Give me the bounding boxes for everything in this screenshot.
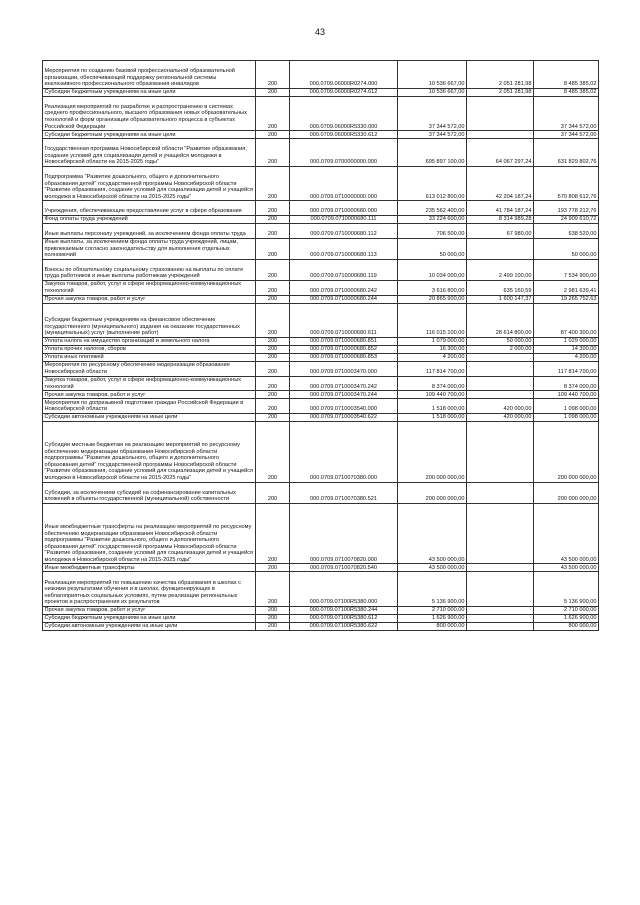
unexecuted-amount-cell: 1 029 000,00 xyxy=(534,337,599,345)
unexecuted-amount-cell: 193 778 212,76 xyxy=(534,201,599,216)
approved-amount-cell: 16 300,00 xyxy=(398,345,467,353)
expense-name-cell: Прочая закупка товаров, работ и услуг xyxy=(43,606,256,614)
admin-code-cell: 200 xyxy=(256,572,290,606)
table-row xyxy=(43,572,599,606)
table-row xyxy=(43,345,599,353)
unexecuted-amount-cell: 1 098 000,00 xyxy=(534,413,599,421)
expense-name-cell: Субсидии бюджетным учреждениям на иные цели xyxy=(43,131,256,139)
unexecuted-amount-cell: 43 500 000,00 xyxy=(534,564,599,572)
budget-classification-code-cell: 000.0709.0710003470.244 xyxy=(290,391,398,399)
unexecuted-amount-cell: 37 344 572,00 xyxy=(534,96,599,130)
approved-amount-cell: 8 374 000,00 xyxy=(398,376,467,391)
table-row xyxy=(43,223,599,238)
expense-name-cell: Уплата прочих налогов, сборов xyxy=(43,345,256,353)
approved-amount-cell: 116 015 100,00 xyxy=(398,303,467,337)
budget-classification-code-cell: 000.0709.0710000680.853 xyxy=(290,353,398,361)
admin-code-cell: 200 xyxy=(256,376,290,391)
budget-classification-code-cell: 000.0709.0710000680.119 xyxy=(290,259,398,280)
expense-name-cell: Субсидии, за исключением субсидий на софинансирование капитальных вложений в объекты государственной (муниципальной) собственности xyxy=(43,482,256,503)
expense-name-cell: Мероприятия по допризывной подготовке граждан Российской Федерации в Новосибирской области xyxy=(43,399,256,414)
expense-name-cell: Закупка товаров, работ, услуг в сфере информационно-коммуникационных технологий xyxy=(43,376,256,391)
expense-name-cell: Субсидии местным бюджетам на реализацию мероприятий по ресурсному обеспечению модернизации образования Новосибирской области подпрограммы "Развитие дошкольного, общего и дополнительного образования детей" государственной программы Новосибирской области "Развитие образования, создание условий для социализации детей и учащейся молодежи в Новосибирской области на 2015-2025 годы" xyxy=(43,421,256,482)
expense-name-cell: Мероприятия по созданию базовой профессиональной образовательной организации, обеспечивающей поддержку региональной системы инклюзивного профессионального образования инвалидов xyxy=(43,61,256,89)
admin-code-cell: 200 xyxy=(256,606,290,614)
expense-name-cell: Уплата иных платежей xyxy=(43,353,256,361)
executed-amount-cell: 2 051 281,98 xyxy=(467,88,534,96)
unexecuted-amount-cell: 2 710 000,00 xyxy=(534,606,599,614)
expense-name-cell: Прочая закупка товаров, работ и услуг xyxy=(43,295,256,303)
budget-classification-code-cell: 000.0709.07100R5380.244 xyxy=(290,606,398,614)
admin-code-cell: 200 xyxy=(256,413,290,421)
admin-code-cell: 200 xyxy=(256,259,290,280)
unexecuted-amount-cell: 19 265 752,63 xyxy=(534,295,599,303)
executed-amount-cell xyxy=(467,606,534,614)
approved-amount-cell: 695 897 100,00 xyxy=(398,139,467,167)
table-row xyxy=(43,376,599,391)
approved-amount-cell: 706 500,00 xyxy=(398,223,467,238)
expense-name-cell: Иные выплаты персоналу учреждений, за исключением фонда оплаты труда xyxy=(43,223,256,238)
admin-code-cell: 200 xyxy=(256,166,290,200)
executed-amount-cell xyxy=(467,421,534,482)
admin-code-cell: 200 xyxy=(256,482,290,503)
table-row xyxy=(43,295,599,303)
unexecuted-amount-cell: 43 500 000,00 xyxy=(534,503,599,564)
approved-amount-cell: 10 536 667,00 xyxy=(398,88,467,96)
expense-name-cell: Субсидии автономным учреждениям на иные цели xyxy=(43,413,256,421)
expense-name-cell: Закупка товаров, работ, услуг в сфере информационно-коммуникационных технологий xyxy=(43,280,256,295)
expense-name-cell: Субсидии автономным учреждениям на иные цели xyxy=(43,622,256,630)
executed-amount-cell xyxy=(467,376,534,391)
table-row xyxy=(43,482,599,503)
approved-amount-cell: 43 500 000,00 xyxy=(398,564,467,572)
approved-amount-cell: 10 034 000,00 xyxy=(398,259,467,280)
approved-amount-cell: 33 224 600,00 xyxy=(398,215,467,223)
approved-amount-cell: 37 344 572,00 xyxy=(398,96,467,130)
executed-amount-cell: 2 051 281,98 xyxy=(467,61,534,89)
admin-code-cell: 200 xyxy=(256,391,290,399)
executed-amount-cell: 42 204 187,24 xyxy=(467,166,534,200)
table-row xyxy=(43,564,599,572)
admin-code-cell: 200 xyxy=(256,61,290,89)
unexecuted-amount-cell: 200 000 000,00 xyxy=(534,482,599,503)
table-row xyxy=(43,280,599,295)
admin-code-cell: 200 xyxy=(256,421,290,482)
executed-amount-cell: 8 314 989,28 xyxy=(467,215,534,223)
admin-code-cell: 200 xyxy=(256,399,290,414)
expense-name-cell: Иные межбюджетные трансферты на реализацию мероприятий по ресурсному обеспечению модернизации образования Новосибирской области подпрограммы "Развитие дошкольного, общего и дополнительного образования детей" государственной программы Новосибирской области "Развитие образования, создание условий для социализации детей и учащейся молодежи в Новосибирской области на 2015-2025 годы" xyxy=(43,503,256,564)
page-number: 43 xyxy=(314,27,325,37)
expense-name-cell: Подпрограмма "Развитие дошкольного, общего и дополнительного образования детей" государственной программы Новосибирской области "Развитие образования, создание условий для социализации детей и учащейся молодежи в Новосибирской области на 2015-2025 годы" xyxy=(43,166,256,200)
unexecuted-amount-cell: 24 909 610,72 xyxy=(534,215,599,223)
approved-amount-cell: 200 000 000,00 xyxy=(398,482,467,503)
approved-amount-cell: 235 562 400,00 xyxy=(398,201,467,216)
executed-amount-cell: 67 980,00 xyxy=(467,223,534,238)
table-row xyxy=(43,361,599,376)
budget-classification-code-cell: 000.0709.06000R0274.000 xyxy=(290,61,398,89)
approved-amount-cell: 117 814 700,00 xyxy=(398,361,467,376)
approved-amount-cell: 1 079 000,00 xyxy=(398,337,467,345)
approved-amount-cell: 109 440 700,00 xyxy=(398,391,467,399)
budget-classification-code-cell: 000.0709.0710000680.244 xyxy=(290,295,398,303)
admin-code-cell: 200 xyxy=(256,303,290,337)
budget-classification-code-cell: 000.0709.07100R5380.612 xyxy=(290,614,398,622)
table-row xyxy=(43,503,599,564)
budget-table-body xyxy=(43,61,599,631)
admin-code-cell: 200 xyxy=(256,88,290,96)
unexecuted-amount-cell: 8 374 000,00 xyxy=(534,376,599,391)
approved-amount-cell: 37 344 572,00 xyxy=(398,131,467,139)
table-row xyxy=(43,606,599,614)
executed-amount-cell xyxy=(467,614,534,622)
budget-classification-code-cell: 000.0709.0710000000.000 xyxy=(290,166,398,200)
table-row xyxy=(43,88,599,96)
admin-code-cell: 200 xyxy=(256,564,290,572)
budget-classification-code-cell: 000.0709.0710000680.111 xyxy=(290,215,398,223)
unexecuted-amount-cell: 631 829 802,76 xyxy=(534,139,599,167)
executed-amount-cell xyxy=(467,96,534,130)
approved-amount-cell: 1 518 000,00 xyxy=(398,413,467,421)
table-row xyxy=(43,413,599,421)
expense-name-cell: Субсидии бюджетным учреждениям на иные цели xyxy=(43,88,256,96)
expense-name-cell: Мероприятия по ресурсному обеспечению модернизации образования Новосибирской области xyxy=(43,361,256,376)
executed-amount-cell: 420 000,00 xyxy=(467,413,534,421)
table-row xyxy=(43,337,599,345)
admin-code-cell: 200 xyxy=(256,280,290,295)
unexecuted-amount-cell: 638 520,00 xyxy=(534,223,599,238)
unexecuted-amount-cell: 570 808 612,76 xyxy=(534,166,599,200)
budget-classification-code-cell: 000.0709.0710070820.540 xyxy=(290,564,398,572)
table-row xyxy=(43,399,599,414)
approved-amount-cell: 1 626 900,00 xyxy=(398,614,467,622)
table-row xyxy=(43,96,599,130)
unexecuted-amount-cell: 800 000,00 xyxy=(534,622,599,630)
budget-classification-code-cell: 000.0709.07100R5380.000 xyxy=(290,572,398,606)
expense-name-cell: Государственная программа Новосибирской области "Развитие образования, создание условий для социализации детей и учащейся молодежи в Новосибирской области на 2015-2025 годы" xyxy=(43,139,256,167)
expense-name-cell: Реализация мероприятий по повышению качества образования в школах с низкими результатами обучения и в школах, функционирующих в неблагоприятных социальных условиях, путем реализации региональных проектов и распространения их результатов xyxy=(43,572,256,606)
unexecuted-amount-cell: 87 400 300,00 xyxy=(534,303,599,337)
admin-code-cell: 200 xyxy=(256,353,290,361)
unexecuted-amount-cell: 14 300,00 xyxy=(534,345,599,353)
admin-code-cell: 200 xyxy=(256,215,290,223)
admin-code-cell: 200 xyxy=(256,223,290,238)
table-row xyxy=(43,614,599,622)
expense-name-cell: Иные межбюджетные трансферты xyxy=(43,564,256,572)
admin-code-cell: 200 xyxy=(256,238,290,259)
approved-amount-cell: 2 710 000,00 xyxy=(398,606,467,614)
budget-classification-code-cell: 000.0709.0710003470.242 xyxy=(290,376,398,391)
table-row xyxy=(43,353,599,361)
expense-name-cell: Взносы по обязательному социальному страхованию на выплаты по оплате труда работников и иные выплаты работникам учреждений xyxy=(43,259,256,280)
expense-name-cell: Реализация мероприятий по разработке и распространению в системах среднего профессионального, высшего образования новых образовательных технологий и форм организации образовательного процесса в субъектах Российской Федерации xyxy=(43,96,256,130)
approved-amount-cell: 20 865 900,00 xyxy=(398,295,467,303)
executed-amount-cell: 1 600 147,37 xyxy=(467,295,534,303)
approved-amount-cell: 200 000 000,00 xyxy=(398,421,467,482)
admin-code-cell: 200 xyxy=(256,361,290,376)
admin-code-cell: 200 xyxy=(256,503,290,564)
table-row xyxy=(43,61,599,89)
expense-name-cell: Субсидии бюджетным учреждениям на финансовое обеспечение государственного (муниципального) задания на оказание государственных (муниципальных) услуг (выполнение работ) xyxy=(43,303,256,337)
approved-amount-cell: 50 000,00 xyxy=(398,238,467,259)
unexecuted-amount-cell: 7 534 900,00 xyxy=(534,259,599,280)
budget-classification-code-cell: 000.0709.0710000680.852 xyxy=(290,345,398,353)
budget-classification-code-cell: 000.0709.06000R0274.612 xyxy=(290,88,398,96)
budget-table xyxy=(42,60,599,631)
expense-name-cell: Субсидии бюджетным учреждениям на иные цели xyxy=(43,614,256,622)
table-row xyxy=(43,238,599,259)
admin-code-cell: 200 xyxy=(256,614,290,622)
executed-amount-cell: 635 160,59 xyxy=(467,280,534,295)
admin-code-cell: 200 xyxy=(256,139,290,167)
approved-amount-cell: 5 136 900,00 xyxy=(398,572,467,606)
budget-classification-code-cell: 000.0709.0710000680.000 xyxy=(290,201,398,216)
budget-classification-code-cell: 000.0709.0710003540.622 xyxy=(290,413,398,421)
expense-name-cell: Прочая закупка товаров, работ и услуг xyxy=(43,391,256,399)
budget-classification-code-cell: 000.0709.0710070380.521 xyxy=(290,482,398,503)
table-row xyxy=(43,131,599,139)
admin-code-cell: 200 xyxy=(256,345,290,353)
expense-name-cell: Учреждения, обеспечивающие предоставление услуг в сфере образования xyxy=(43,201,256,216)
table-row xyxy=(43,303,599,337)
unexecuted-amount-cell: 50 000,00 xyxy=(534,238,599,259)
executed-amount-cell: 50 000,00 xyxy=(467,337,534,345)
executed-amount-cell: 2 000,00 xyxy=(467,345,534,353)
unexecuted-amount-cell: 1 626 900,00 xyxy=(534,614,599,622)
budget-classification-code-cell: 000.0709.07100R5380.622 xyxy=(290,622,398,630)
executed-amount-cell xyxy=(467,131,534,139)
budget-classification-code-cell: 000.0709.0700000000.000 xyxy=(290,139,398,167)
executed-amount-cell: 420 000,00 xyxy=(467,399,534,414)
unexecuted-amount-cell: 109 440 700,00 xyxy=(534,391,599,399)
admin-code-cell: 200 xyxy=(256,337,290,345)
executed-amount-cell: 41 784 187,24 xyxy=(467,201,534,216)
table-row xyxy=(43,421,599,482)
unexecuted-amount-cell: 5 136 900,00 xyxy=(534,572,599,606)
unexecuted-amount-cell: 1 098 000,00 xyxy=(534,399,599,414)
admin-code-cell: 200 xyxy=(256,131,290,139)
approved-amount-cell: 4 200,00 xyxy=(398,353,467,361)
table-row xyxy=(43,139,599,167)
budget-classification-code-cell: 000.0709.0710000680.242 xyxy=(290,280,398,295)
unexecuted-amount-cell: 4 200,00 xyxy=(534,353,599,361)
approved-amount-cell: 800 000,00 xyxy=(398,622,467,630)
executed-amount-cell xyxy=(467,503,534,564)
budget-classification-code-cell: 000.0709.0710070820.000 xyxy=(290,503,398,564)
budget-classification-code-cell: 000.0709.0710000680.851 xyxy=(290,337,398,345)
unexecuted-amount-cell: 8 485 385,02 xyxy=(534,61,599,89)
budget-classification-code-cell: 000.0709.0710003540.000 xyxy=(290,399,398,414)
admin-code-cell: 200 xyxy=(256,295,290,303)
executed-amount-cell xyxy=(467,564,534,572)
executed-amount-cell xyxy=(467,391,534,399)
executed-amount-cell xyxy=(467,622,534,630)
admin-code-cell: 200 xyxy=(256,96,290,130)
table-row xyxy=(43,622,599,630)
executed-amount-cell xyxy=(467,238,534,259)
budget-classification-code-cell: 000.0709.0710003470.000 xyxy=(290,361,398,376)
budget-classification-code-cell: 000.0709.06000R5330.612 xyxy=(290,131,398,139)
executed-amount-cell xyxy=(467,482,534,503)
expense-name-cell: Уплата налога на имущество организаций и земельного налога xyxy=(43,337,256,345)
expense-name-cell: Иные выплаты, за исключением фонда оплаты труда учреждений, лицам, привлекаемым согласно законодательству для выполнения отдельных полномочий xyxy=(43,238,256,259)
table-row xyxy=(43,259,599,280)
budget-classification-code-cell: 000.0709.06000R5330.000 xyxy=(290,96,398,130)
admin-code-cell: 200 xyxy=(256,201,290,216)
executed-amount-cell xyxy=(467,572,534,606)
executed-amount-cell: 2 499 100,00 xyxy=(467,259,534,280)
unexecuted-amount-cell: 8 485 385,02 xyxy=(534,88,599,96)
executed-amount-cell: 28 614 800,00 xyxy=(467,303,534,337)
unexecuted-amount-cell: 117 814 700,00 xyxy=(534,361,599,376)
approved-amount-cell: 10 536 667,00 xyxy=(398,61,467,89)
budget-classification-code-cell: 000.0709.0710000680.113 xyxy=(290,238,398,259)
budget-classification-code-cell: 000.0709.0710000680.611 xyxy=(290,303,398,337)
executed-amount-cell xyxy=(467,361,534,376)
approved-amount-cell: 43 500 000,00 xyxy=(398,503,467,564)
budget-classification-code-cell: 000.0709.0710000680.112 xyxy=(290,223,398,238)
unexecuted-amount-cell: 200 000 000,00 xyxy=(534,421,599,482)
unexecuted-amount-cell: 37 344 572,00 xyxy=(534,131,599,139)
table-row xyxy=(43,201,599,216)
table-row xyxy=(43,215,599,223)
executed-amount-cell xyxy=(467,353,534,361)
approved-amount-cell: 3 616 800,00 xyxy=(398,280,467,295)
budget-classification-code-cell: 000.0709.0710070380.000 xyxy=(290,421,398,482)
approved-amount-cell: 613 012 800,00 xyxy=(398,166,467,200)
table-row xyxy=(43,391,599,399)
admin-code-cell: 200 xyxy=(256,622,290,630)
table-row xyxy=(43,166,599,200)
expense-name-cell: Фонд оплаты труда учреждений xyxy=(43,215,256,223)
approved-amount-cell: 1 518 000,00 xyxy=(398,399,467,414)
unexecuted-amount-cell: 2 981 639,41 xyxy=(534,280,599,295)
executed-amount-cell: 64 067 297,24 xyxy=(467,139,534,167)
